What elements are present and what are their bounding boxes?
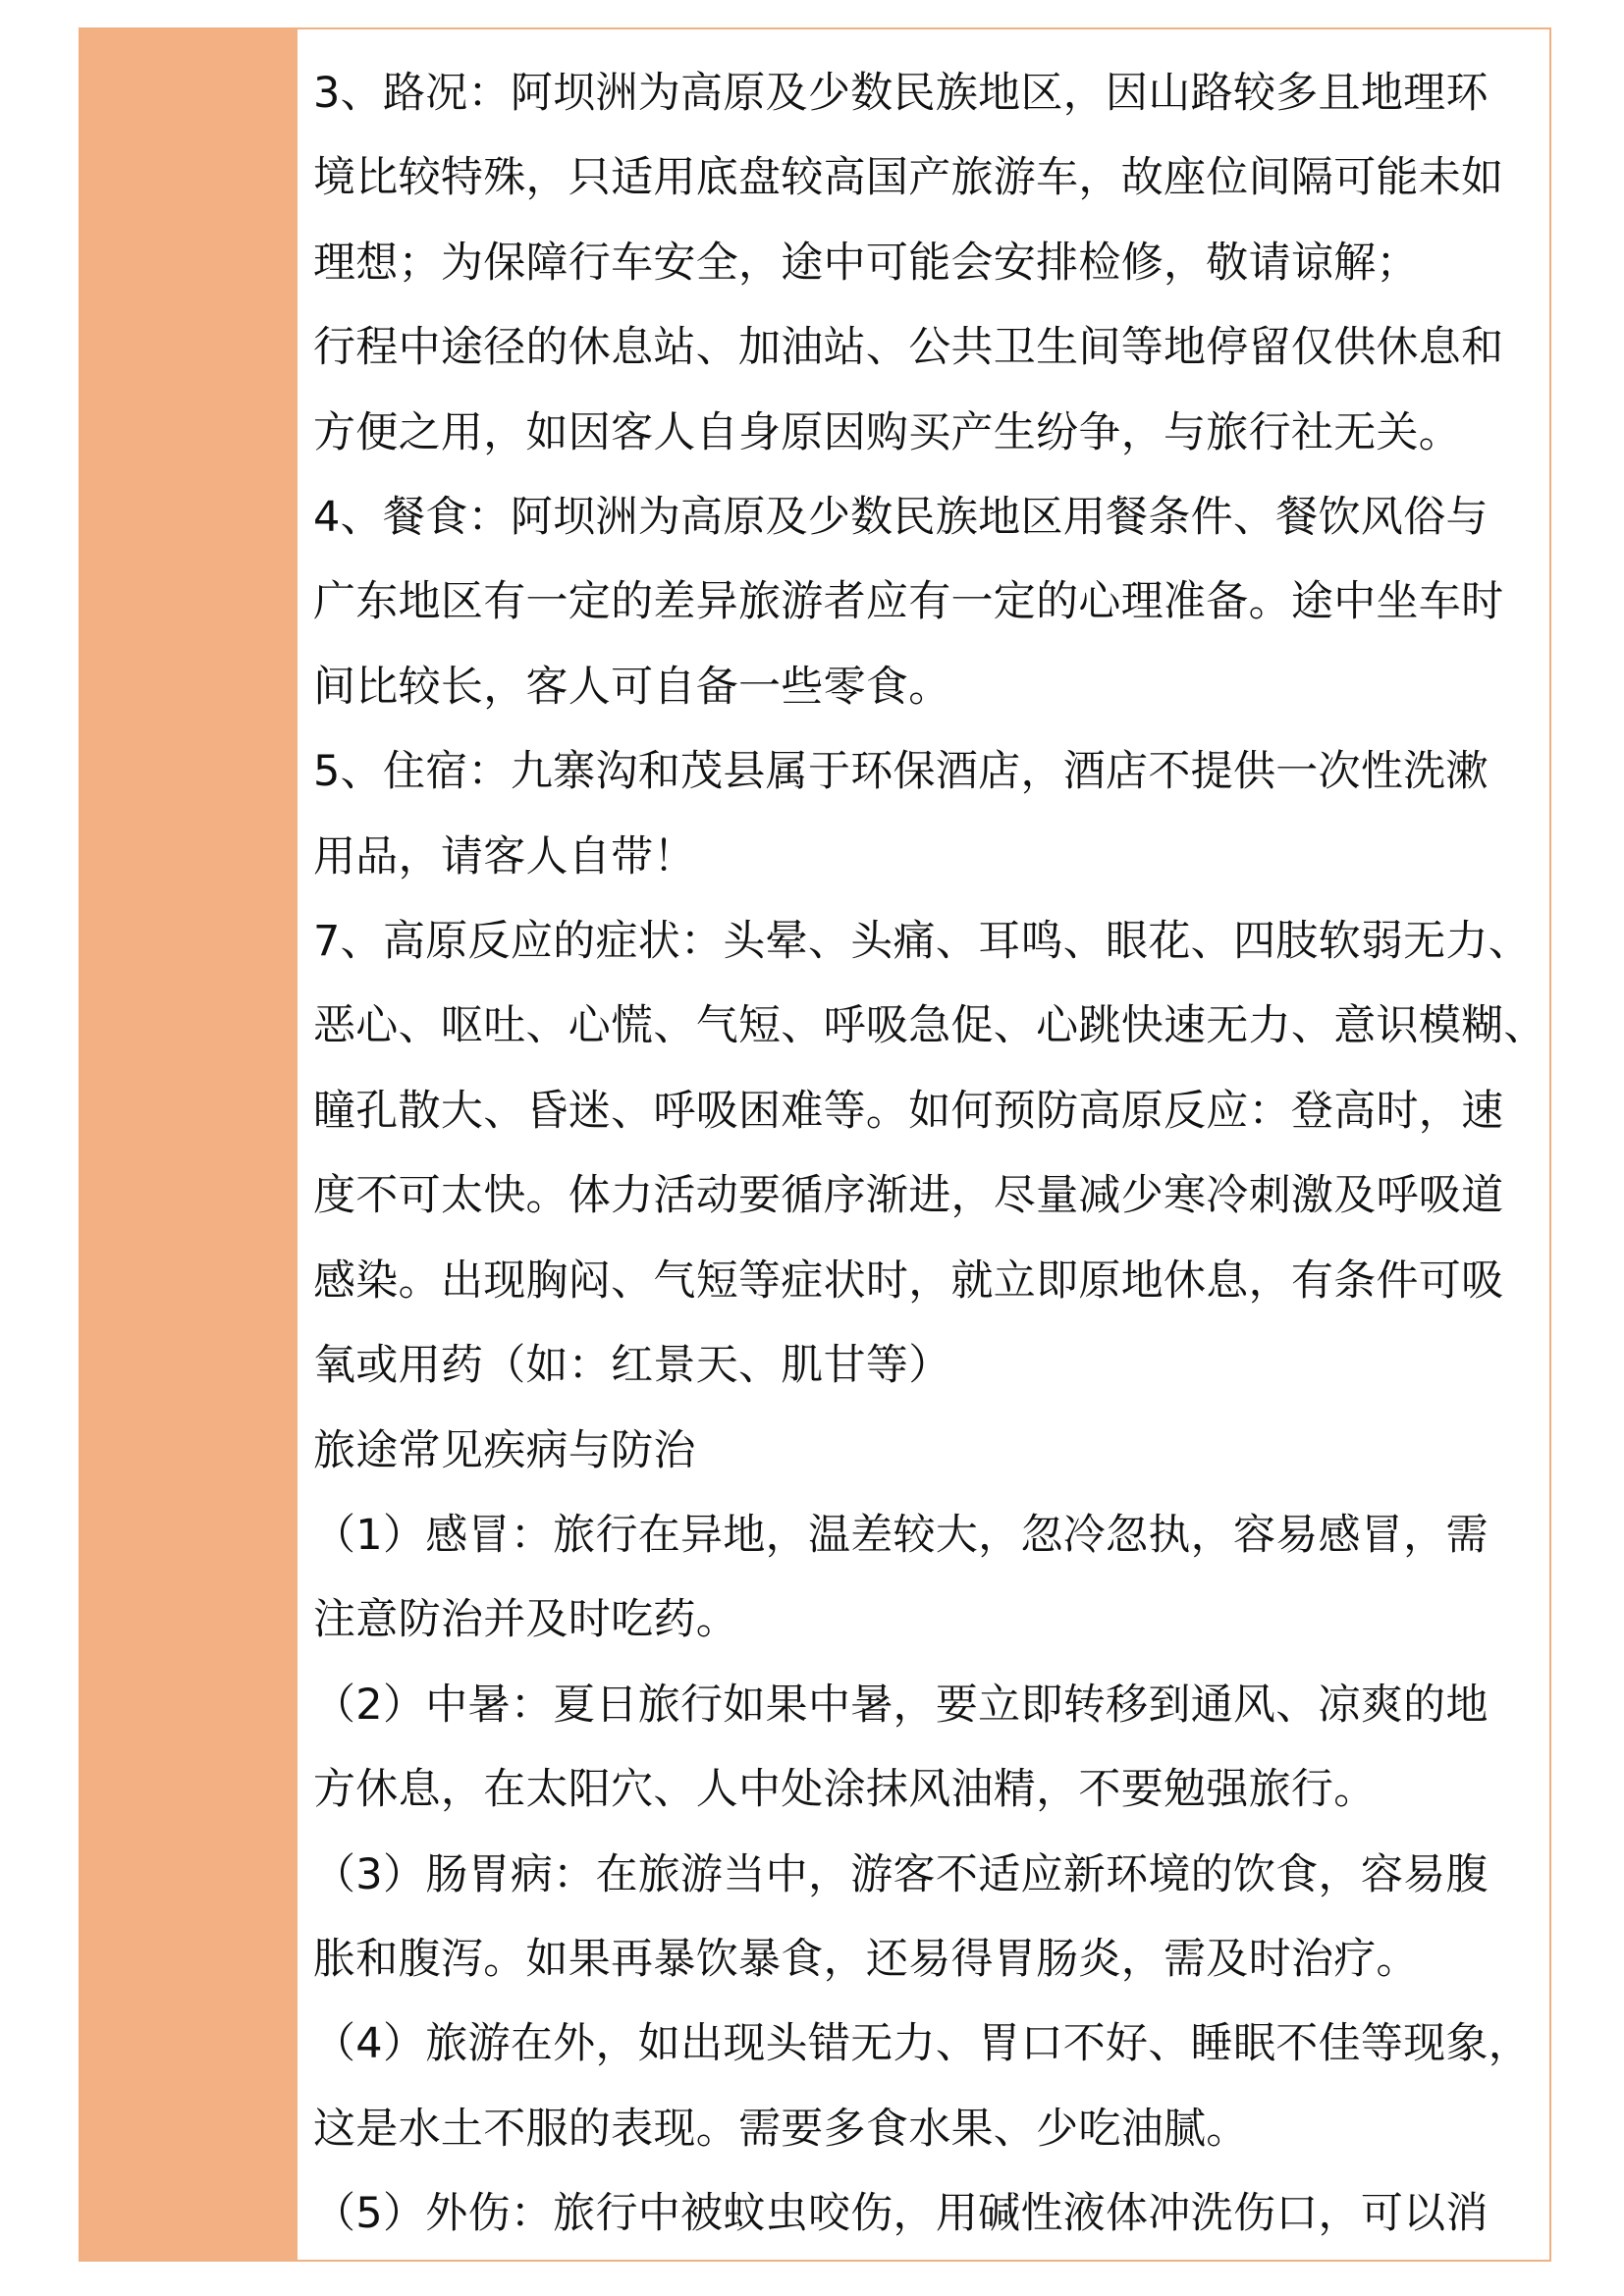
- text-line: 境比较特殊，只适用底盘较高国产旅游车，故座位间隔可能未如: [313, 153, 1504, 203]
- text-line: 方便之用，如因客人自身原因购买产生纷争，与旅行社无关。: [313, 407, 1462, 457]
- table-label-cell: [81, 29, 298, 2260]
- text-line: 间比较长，客人可自备一些零食。: [313, 662, 951, 712]
- text-line: 广东地区有一定的差异旅游者应有一定的心理准备。途中坐车时: [313, 577, 1504, 627]
- text-line: 胀和腹泻。如果再暴饮暴食，还易得胃肠炎，需及时治疗。: [313, 1934, 1419, 1984]
- text-line: （3）肠胃病：在旅游当中，游客不适应新环境的饮食，容易腹: [313, 1849, 1489, 1899]
- text-line: 瞳孔散大、昏迷、呼吸困难等。如何预防高原反应：登高时，速: [313, 1086, 1504, 1136]
- text-line: 4、餐食：阿坝洲为高原及少数民族地区用餐条件、餐饮风俗与: [313, 493, 1489, 543]
- text-line: 旅途常见疾病与防治: [313, 1425, 696, 1475]
- text-line: 行程中途径的休息站、加油站、公共卫生间等地停留仅供休息和: [313, 323, 1504, 373]
- text-line: 理想；为保障行车安全，途中可能会安排检修，敬请谅解；: [313, 238, 1419, 288]
- text-line: 用品，请客人自带！: [313, 831, 696, 881]
- text-line: 氧或用药（如：红景天、肌甘等）: [313, 1341, 951, 1391]
- text-line: （4）旅游在外，如出现头错无力、胃口不好、睡眠不佳等现象，: [313, 2019, 1532, 2069]
- text-line: 3、路况：阿坝洲为高原及少数民族地区，因山路较多且地理环: [313, 69, 1489, 118]
- text-line: 7、高原反应的症状：头晕、头痛、耳鸣、眼花、四肢软弱无力、: [313, 917, 1532, 967]
- text-line: （5）外伤：旅行中被蚊虫咬伤，用碱性液体冲洗伤口，可以消: [313, 2189, 1489, 2239]
- text-line: 5、住宿：九寨沟和茂县属于环保酒店，酒店不提供一次性洗漱: [313, 747, 1489, 797]
- text-line: 这是水土不服的表现。需要多食水果、少吃油腻。: [313, 2104, 1249, 2154]
- text-line: （2）中暑：夏日旅行如果中暑，要立即转移到通风、凉爽的地: [313, 1680, 1489, 1730]
- text-line: 感染。出现胸闷、气短等症状时，就立即原地休息，有条件可吸: [313, 1255, 1504, 1306]
- notice-table: [79, 27, 1551, 2262]
- text-line: 恶心、呕吐、心慌、气短、呼吸急促、心跳快速无力、意识模糊、: [313, 1001, 1546, 1051]
- text-line: （1）感冒：旅行在异地，温差较大，忽冷忽执，容易感冒，需: [313, 1510, 1489, 1560]
- text-line: 注意防治并及时吃药。: [313, 1595, 738, 1645]
- text-line: 度不可太快。体力活动要循序渐进，尽量减少寒冷刺激及呼吸道: [313, 1171, 1504, 1221]
- text-line: 方休息，在太阳穴、人中处涂抹风油精，不要勉强旅行。: [313, 1765, 1377, 1815]
- table-content-cell: [298, 29, 1549, 2260]
